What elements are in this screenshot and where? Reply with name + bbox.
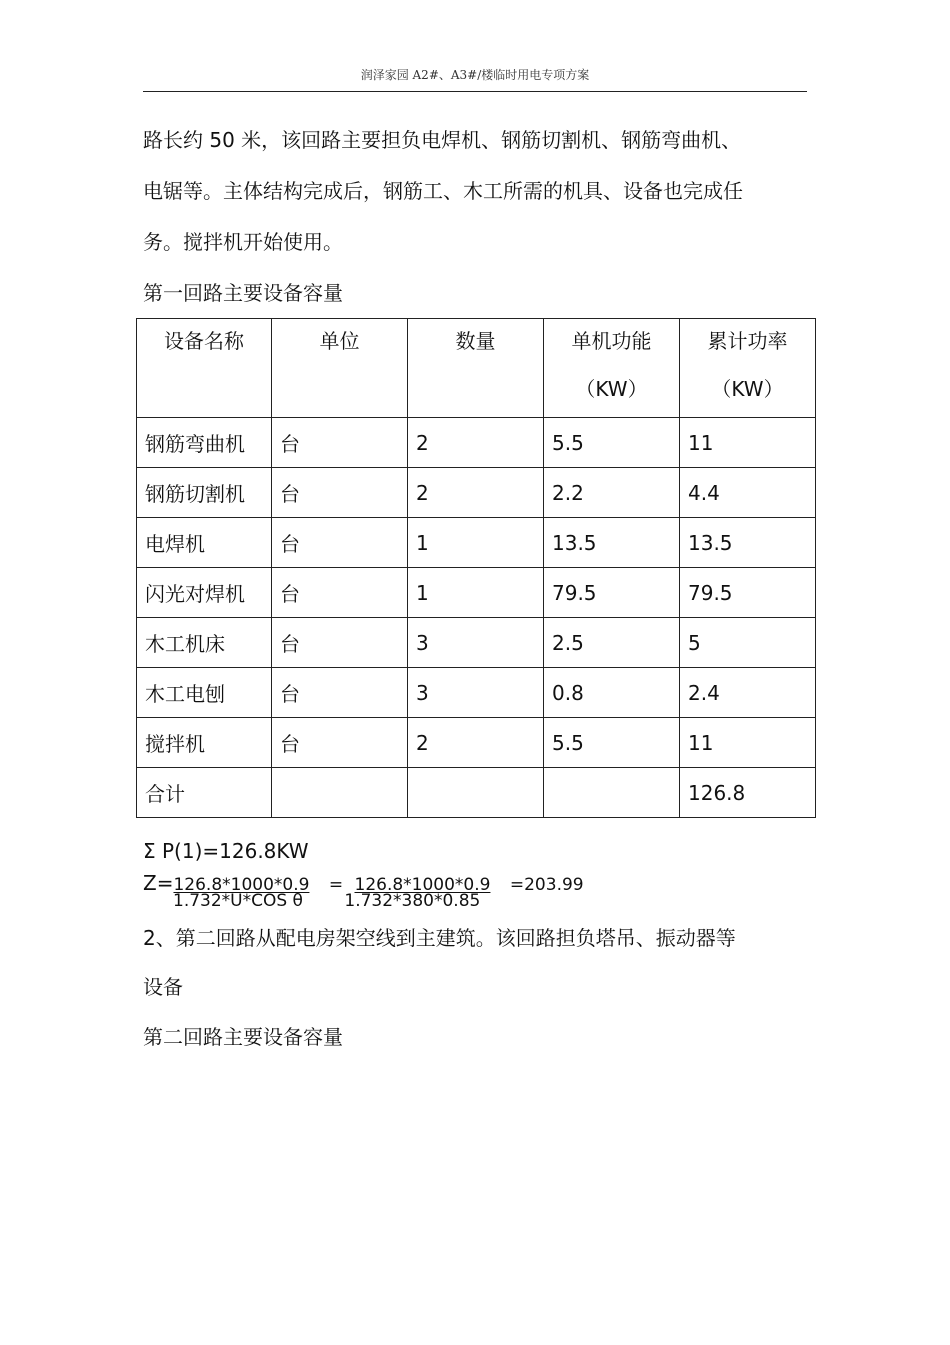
cell-name: 搅拌机: [137, 718, 272, 768]
table1-caption: 第一回路主要设备容量: [143, 281, 343, 305]
cell-sum-qty: [408, 768, 544, 818]
header-cell-total: 累计功率 （KW）: [680, 319, 816, 418]
table-sum-row: [137, 768, 816, 818]
cell-qty: 2: [408, 468, 544, 518]
cell-power: 2.5: [544, 618, 680, 668]
z-numerator-2: 126.8*1000*0.9: [354, 875, 491, 895]
table2-caption: 第二回路主要设备容量: [143, 1025, 343, 1049]
cell-sum-unit: [272, 768, 408, 818]
cell-total: 13.5: [680, 518, 816, 568]
cell-name: 电焊机: [137, 518, 272, 568]
cell-name: 钢筋弯曲机: [137, 418, 272, 468]
table-header-row: [137, 319, 816, 418]
cell-unit: 台: [272, 568, 408, 618]
paragraph-line-3: 务。搅拌机开始使用。: [143, 230, 343, 254]
table-row: [137, 568, 816, 618]
header-cell-qty: 数量: [408, 319, 544, 418]
cell-sum-label: 合计: [137, 768, 272, 818]
cell-total: 11: [680, 418, 816, 468]
cell-power: 2.2: [544, 468, 680, 518]
cell-unit: 台: [272, 618, 408, 668]
cell-sum-power: [544, 768, 680, 818]
cell-unit: 台: [272, 468, 408, 518]
z-prefix: Z=: [143, 871, 174, 895]
cell-total: 5: [680, 618, 816, 668]
header-cell-unit: 单位: [272, 319, 408, 418]
cell-unit: 台: [272, 668, 408, 718]
cell-total: 4.4: [680, 468, 816, 518]
header-cell-power: 单机功能 （KW）: [544, 319, 680, 418]
cell-name: 钢筋切割机: [137, 468, 272, 518]
cell-unit: 台: [272, 418, 408, 468]
header-cell-name: 设备名称: [137, 319, 272, 418]
z-denominator-2: 1.732*380*0.85: [344, 891, 481, 911]
z-numerator-1: 126.8*1000*0.9: [173, 875, 310, 895]
equipment-capacity-table: [136, 318, 816, 818]
paragraph-line-1: 路长约 50 米，该回路主要担负电焊机、钢筋切割机、钢筋弯曲机、: [143, 128, 742, 152]
cell-qty: 1: [408, 568, 544, 618]
table-row: [137, 718, 816, 768]
page-header: 润泽家园 A2#、A3#/楼临时用电专项方案: [360, 68, 590, 82]
table-row: [137, 468, 816, 518]
cell-sum-total: 126.8: [680, 768, 816, 818]
cell-power: 79.5: [544, 568, 680, 618]
cell-power: 5.5: [544, 418, 680, 468]
table-row: [137, 518, 816, 568]
header-total-unit: （KW）: [711, 377, 784, 401]
cell-total: 11: [680, 718, 816, 768]
cell-unit: 台: [272, 718, 408, 768]
cell-qty: 1: [408, 518, 544, 568]
table-row: [137, 668, 816, 718]
cell-qty: 2: [408, 418, 544, 468]
header-divider: [143, 91, 807, 92]
cell-power: 13.5: [544, 518, 680, 568]
cell-name: 木工电刨: [137, 668, 272, 718]
sigma-formula: Σ P(1)=126.8KW: [143, 839, 309, 863]
cell-power: 0.8: [544, 668, 680, 718]
header-power-unit: （KW）: [575, 377, 648, 401]
z-equals: =: [328, 875, 344, 895]
table-row: [137, 618, 816, 668]
section2-line-2: 设备: [143, 975, 183, 999]
z-denominator-1: 1.732*U*COS θ: [173, 891, 303, 911]
cell-name: 木工机床: [137, 618, 272, 668]
z-result: =203.99: [509, 875, 584, 895]
paragraph-line-2: 电锯等。主体结构完成后，钢筋工、木工所需的机具、设备也完成任: [143, 179, 743, 203]
cell-power: 5.5: [544, 718, 680, 768]
cell-qty: 3: [408, 618, 544, 668]
z-formula-denominator-line: [173, 892, 480, 910]
cell-total: 79.5: [680, 568, 816, 618]
cell-qty: 2: [408, 718, 544, 768]
cell-name: 闪光对焊机: [137, 568, 272, 618]
cell-total: 2.4: [680, 668, 816, 718]
table-row: [137, 418, 816, 468]
cell-unit: 台: [272, 518, 408, 568]
cell-qty: 3: [408, 668, 544, 718]
section2-line-1: 2、第二回路从配电房架空线到主建筑。该回路担负塔吊、振动器等: [143, 926, 736, 950]
